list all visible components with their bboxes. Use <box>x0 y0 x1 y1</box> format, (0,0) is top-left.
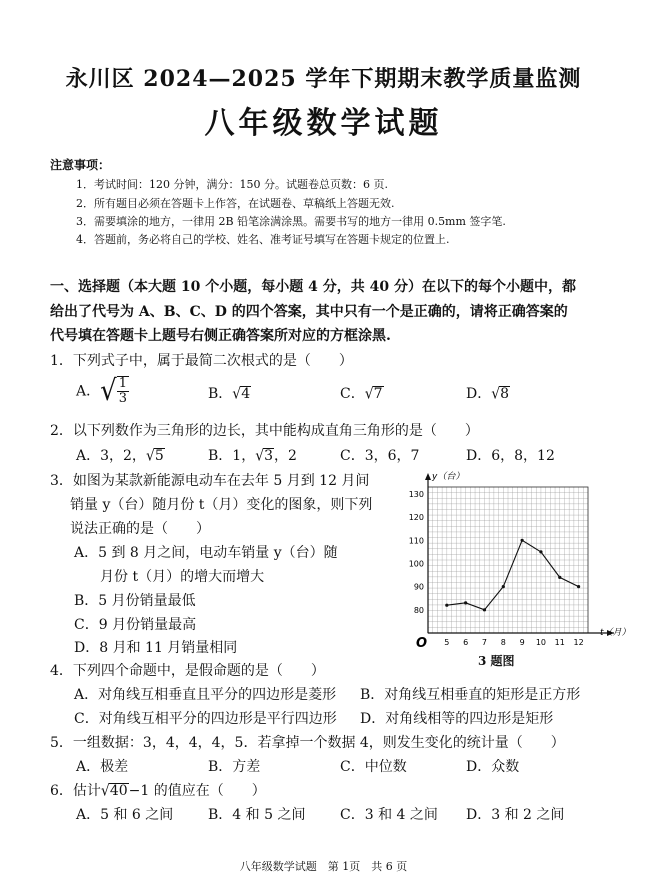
page-footer: 八年级数学试题 第 1页 共 6 页 <box>239 860 408 873</box>
q1-stem: 1．下列式子中，属于最简二次根式的是（ ） <box>50 353 353 369</box>
q1-option-d: D．√8 <box>466 385 510 403</box>
q2-b-prefix: B．1， <box>208 448 256 464</box>
q6-option-b: B．4 和 5 之间 <box>208 807 306 823</box>
q3-stem-line3: 说法正确的是（ ） <box>70 521 210 537</box>
q5-stem: 5．一组数据：3，4，4，4，5．若拿掉一个数据 4，则发生变化的统计量（ ） <box>50 735 565 751</box>
q4-option-b: B．对角线互相垂直的矩形是正方形 <box>360 687 581 703</box>
notice-item-2: 2．所有题目必须在答题卡上作答，在试题卷、草稿纸上答题无效. <box>76 197 395 210</box>
q4-option-d: D．对角线相等的四边形是矩形 <box>360 711 554 727</box>
data-point <box>464 601 467 604</box>
q6-option-d: D．3 和 2 之间 <box>466 807 565 823</box>
x-tick-label: 8 <box>500 638 506 647</box>
q1-c-label: C． <box>340 386 365 402</box>
notice-item-1: 1．考试时间：120 分钟，满分：150 分。试题卷总页数：6 页. <box>76 178 388 191</box>
q2-option-c: C．3，6，7 <box>340 448 420 464</box>
origin-label: O <box>416 636 428 650</box>
q6-stem-suffix: −1 的值应在（ ） <box>128 783 266 799</box>
x-axis-label: t（月） <box>600 628 631 638</box>
q1-c-radicand: 7 <box>373 386 383 402</box>
exam-header-line1: 永川区 2024—2025 学年下期期末教学质量监测 <box>65 66 582 92</box>
x-tick-label: 10 <box>535 638 547 647</box>
y-tick-label: 100 <box>408 559 424 569</box>
q1-d-radicand: 8 <box>500 386 510 402</box>
q5-option-b: B．方差 <box>208 759 261 775</box>
data-point <box>521 539 524 542</box>
y-tick-label: 130 <box>408 489 424 499</box>
x-tick-label: 7 <box>481 638 488 647</box>
y-axis-arrow <box>425 473 431 480</box>
y-tick-label: 80 <box>413 605 424 615</box>
data-point <box>577 585 580 588</box>
q6-option-c: C．3 和 4 之间 <box>340 807 438 823</box>
q3-option-a-line2: 月份 t（月）的增大而增大 <box>100 569 265 585</box>
q3-option-b: B．5 月份销量最低 <box>74 593 196 609</box>
q4-option-a: A．对角线互相垂直且平分的四边形是菱形 <box>74 687 337 703</box>
x-tick-label: 6 <box>463 638 469 647</box>
data-point <box>445 604 448 607</box>
q2-option-b: B．1，√3，2 <box>208 447 297 465</box>
notice-item-4: 4．答题前，务必将自己的学校、姓名、准考证号填写在答题卡规定的位置上. <box>76 233 450 246</box>
section1-line2: 给出了代号为 A、B、C、D 的四个答案，其中只有一个是正确的，请将正确答案的 <box>50 304 568 320</box>
q3-stem-line2: 销量 y（台）随月份 t（月）变化的图象，则下列 <box>70 497 373 513</box>
q2-option-a: A．3，2，√5 <box>76 447 164 465</box>
q2-option-d: D．6，8，12 <box>466 448 555 464</box>
q6-option-a: A．5 和 6 之间 <box>76 807 174 823</box>
section1-line1: 一、选择题（本大题 10 个小题，每小题 4 分，共 40 分）在以下的每个小题中，都 <box>50 279 576 295</box>
x-tick-label: 5 <box>444 638 450 647</box>
notice-title: 注意事项： <box>50 158 111 172</box>
q1-option-b: B．√4 <box>208 385 251 403</box>
q5-option-d: D．众数 <box>466 759 520 775</box>
notice-item-3: 3．需要填涂的地方，一律用 2B 铅笔涂满涂黑。需要书写的地方一律用 0.5mm 签字笔. <box>76 215 506 228</box>
q3-option-a-line1: A．5 到 8 月之间，电动车销量 y（台）随 <box>74 545 338 561</box>
q6-stem-prefix: 6．估计 <box>50 783 101 799</box>
q4-option-c: C．对角线互相平分的四边形是平行四边形 <box>74 711 337 727</box>
q2-a-prefix: A．3，2， <box>76 448 146 464</box>
q3-figure-caption: 3 题图 <box>478 654 515 668</box>
q6-stem: 6．估计√40−1 的值应在（ ） <box>50 782 266 800</box>
q2-stem: 2．以下列数作为三角形的边长，其中能构成直角三角形的是（ ） <box>50 423 479 439</box>
q3-option-c: C．9 月份销量最高 <box>74 617 197 633</box>
q1-option-a: A．√ $\frac{1}{3}$ <box>76 374 127 408</box>
data-point <box>483 608 486 611</box>
y-axis-label: y（台） <box>432 472 465 482</box>
q4-stem: 4．下列四个命题中，是假命题的是（ ） <box>50 663 325 679</box>
chart-grid <box>428 487 588 633</box>
q1-d-label: D． <box>466 386 492 402</box>
y-tick-label: 90 <box>413 582 424 592</box>
exam-title: 八年级数学试题 <box>204 106 443 141</box>
q6-radicand: 40 <box>109 783 128 799</box>
q2-b-suffix: ，2 <box>274 448 297 464</box>
q1-b-label: B． <box>208 386 233 402</box>
x-tick-label: 11 <box>554 638 565 647</box>
y-tick-label: 120 <box>408 513 424 523</box>
y-tick-label: 110 <box>408 536 424 546</box>
q5-option-c: C．中位数 <box>340 759 407 775</box>
data-point <box>539 550 542 553</box>
data-point <box>502 585 505 588</box>
q1-a-num: 1 <box>118 376 127 391</box>
section1-line3: 代号填在答题卡上题号右侧正确答案所对应的方框涂黑. <box>50 328 391 344</box>
q2-a-radicand: 5 <box>154 448 164 464</box>
q1-a-den: 3 <box>118 391 127 407</box>
q1-option-c: C．√7 <box>340 385 383 403</box>
data-point <box>558 576 561 579</box>
q2-b-radicand: 3 <box>264 448 274 464</box>
q5-option-a: A．极差 <box>76 759 129 775</box>
q3-line-chart <box>400 465 635 650</box>
x-tick-label: 12 <box>573 638 584 647</box>
x-tick-label: 9 <box>519 638 525 647</box>
q3-option-d: D．8 月和 11 月销量相同 <box>74 640 238 656</box>
q1-a-label: A． <box>76 383 101 400</box>
q3-stem-line1: 3．如图为某款新能源电动车在去年 5 月到 12 月间 <box>50 473 370 489</box>
q1-b-radicand: 4 <box>241 386 251 402</box>
